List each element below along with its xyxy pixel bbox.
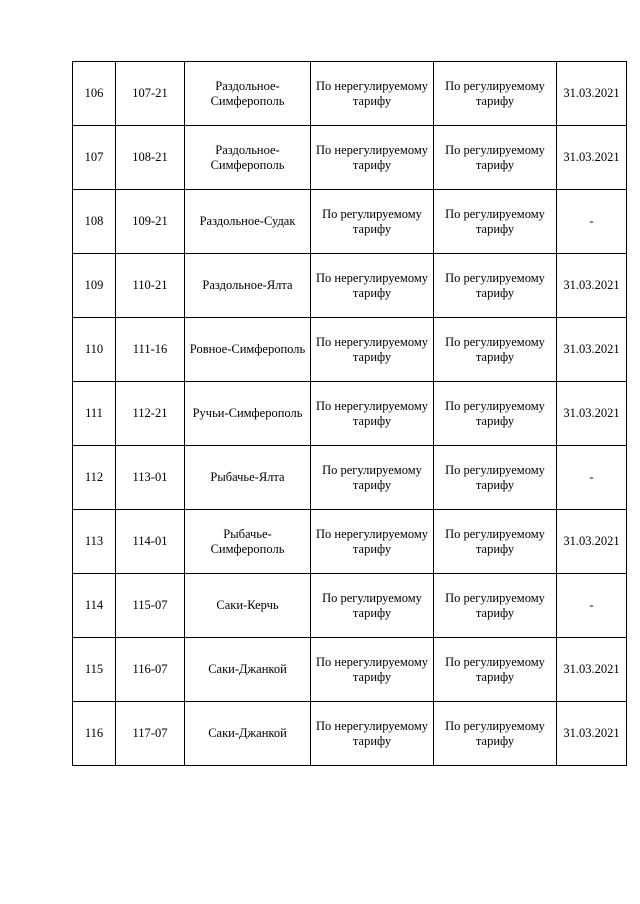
end-date: - <box>557 190 627 254</box>
route-code: 117-07 <box>116 702 185 766</box>
route-code: 116-07 <box>116 638 185 702</box>
route-name: Саки-Керчь <box>185 574 311 638</box>
end-date: 31.03.2021 <box>557 62 627 126</box>
row-number: 110 <box>73 318 116 382</box>
table-row <box>73 702 627 766</box>
route-name: Рыбачье-Симферополь <box>185 510 311 574</box>
row-number: 107 <box>73 126 116 190</box>
tariff-type-2: По регулируемому тарифу <box>434 702 557 766</box>
route-code: 114-01 <box>116 510 185 574</box>
table-row <box>73 574 627 638</box>
tariff-type-1: По нерегулируемому тарифу <box>311 382 434 446</box>
tariff-type-1: По нерегулируемому тарифу <box>311 254 434 318</box>
table-row <box>73 510 627 574</box>
tariff-type-2: По регулируемому тарифу <box>434 126 557 190</box>
tariff-type-1: По регулируемому тарифу <box>311 446 434 510</box>
route-name: Рыбачье-Ялта <box>185 446 311 510</box>
table-row <box>73 126 627 190</box>
row-number: 115 <box>73 638 116 702</box>
tariff-type-1: По нерегулируемому тарифу <box>311 638 434 702</box>
row-number: 106 <box>73 62 116 126</box>
tariff-type-1: По регулируемому тарифу <box>311 190 434 254</box>
route-code: 108-21 <box>116 126 185 190</box>
tariff-type-2: По регулируемому тарифу <box>434 510 557 574</box>
route-name: Ровное-Симферополь <box>185 318 311 382</box>
tariff-type-2: По регулируемому тарифу <box>434 382 557 446</box>
end-date: 31.03.2021 <box>557 382 627 446</box>
route-name: Ручьи-Симферополь <box>185 382 311 446</box>
tariff-type-2: По регулируемому тарифу <box>434 318 557 382</box>
table-row <box>73 318 627 382</box>
table-row <box>73 638 627 702</box>
route-name: Раздольное-Судак <box>185 190 311 254</box>
row-number: 111 <box>73 382 116 446</box>
route-code: 112-21 <box>116 382 185 446</box>
table-row <box>73 254 627 318</box>
row-number: 108 <box>73 190 116 254</box>
tariff-type-2: По регулируемому тарифу <box>434 446 557 510</box>
route-code: 107-21 <box>116 62 185 126</box>
tariff-type-1: По регулируемому тарифу <box>311 574 434 638</box>
route-name: Раздольное-Ялта <box>185 254 311 318</box>
tariff-type-2: По регулируемому тарифу <box>434 254 557 318</box>
routes-table-body <box>73 62 627 766</box>
table-row <box>73 190 627 254</box>
end-date: 31.03.2021 <box>557 510 627 574</box>
tariff-type-1: По нерегулируемому тарифу <box>311 62 434 126</box>
table-row <box>73 446 627 510</box>
route-code: 113-01 <box>116 446 185 510</box>
end-date: 31.03.2021 <box>557 702 627 766</box>
table-row <box>73 382 627 446</box>
routes-table <box>72 61 627 766</box>
route-code: 111-16 <box>116 318 185 382</box>
row-number: 114 <box>73 574 116 638</box>
end-date: 31.03.2021 <box>557 126 627 190</box>
end-date: 31.03.2021 <box>557 638 627 702</box>
row-number: 116 <box>73 702 116 766</box>
row-number: 109 <box>73 254 116 318</box>
route-code: 109-21 <box>116 190 185 254</box>
tariff-type-1: По нерегулируемому тарифу <box>311 126 434 190</box>
tariff-type-1: По нерегулируемому тарифу <box>311 510 434 574</box>
route-code: 110-21 <box>116 254 185 318</box>
route-name: Раздольное-Симферополь <box>185 62 311 126</box>
end-date: 31.03.2021 <box>557 318 627 382</box>
end-date: - <box>557 574 627 638</box>
tariff-type-1: По нерегулируемому тарифу <box>311 702 434 766</box>
table-row <box>73 62 627 126</box>
tariff-type-2: По регулируемому тарифу <box>434 638 557 702</box>
tariff-type-2: По регулируемому тарифу <box>434 574 557 638</box>
tariff-type-2: По регулируемому тарифу <box>434 190 557 254</box>
route-name: Раздольное-Симферополь <box>185 126 311 190</box>
row-number: 112 <box>73 446 116 510</box>
route-name: Саки-Джанкой <box>185 702 311 766</box>
tariff-type-1: По нерегулируемому тарифу <box>311 318 434 382</box>
end-date: - <box>557 446 627 510</box>
route-name: Саки-Джанкой <box>185 638 311 702</box>
tariff-type-2: По регулируемому тарифу <box>434 62 557 126</box>
end-date: 31.03.2021 <box>557 254 627 318</box>
route-code: 115-07 <box>116 574 185 638</box>
row-number: 113 <box>73 510 116 574</box>
